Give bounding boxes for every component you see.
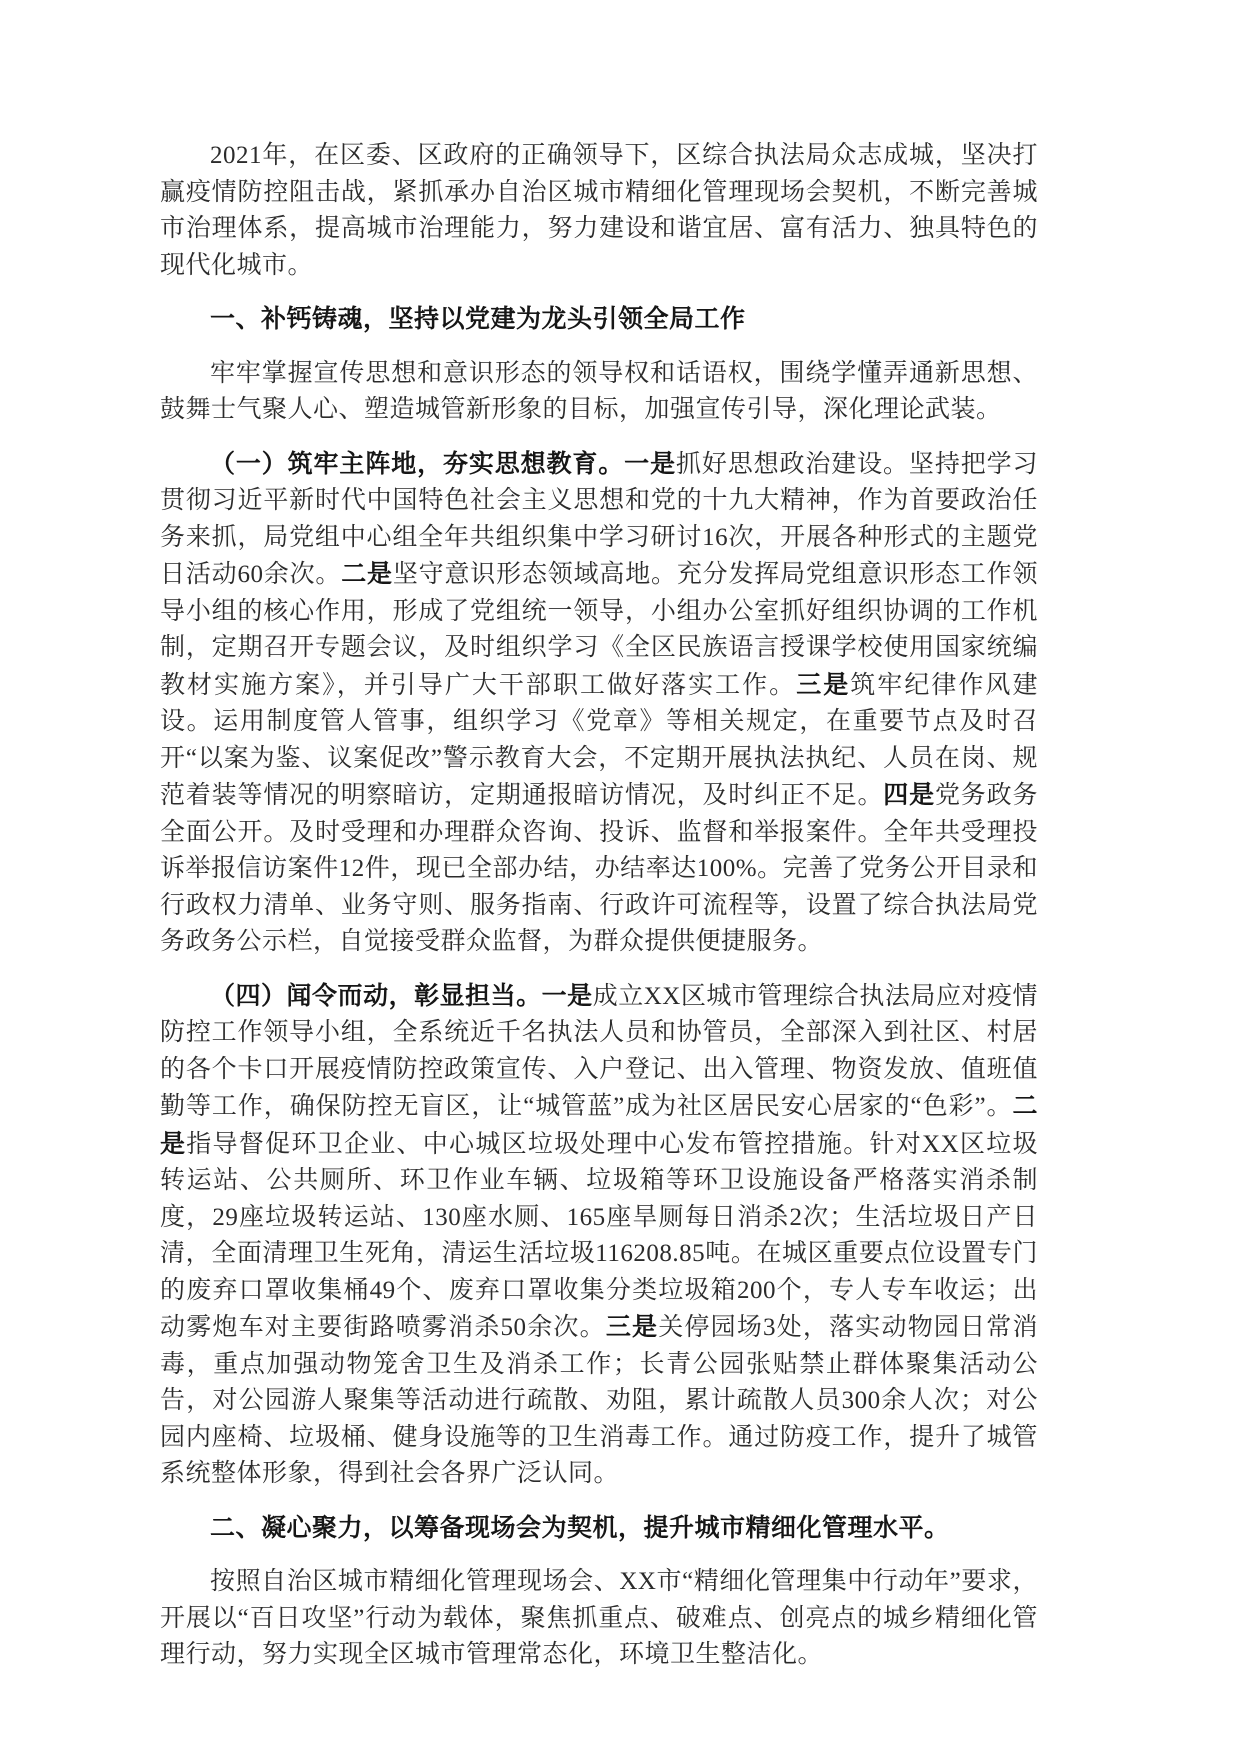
- text-run: 2021年，在区委、区政府的正确领导下，区综合执法局众志成城，坚决打赢疫情防控阻击战，紧抓承办自治区城市精细化管理现场会契机，不断完善城市治理体系，提高城市治理能力，努力建设和谐宜居、富有活力、独具特色的现代化城市。: [160, 142, 1038, 279]
- bold-run: （一）筑牢主阵地，夯实思想教育。一是: [210, 449, 676, 478]
- bold-run: 三是: [796, 670, 851, 699]
- bold-run: 一、补钙铸魂，坚持以党建为龙头引领全局工作: [210, 305, 746, 333]
- section-heading: [160, 301, 1038, 338]
- paragraph: [160, 446, 1038, 961]
- bold-run: 四是: [883, 781, 935, 809]
- text-run: 党务政务全面公开。及时受理和办理群众咨询、投诉、监督和举报案件。全年共受理投诉举报信访案件12件，现已全部办结，办结率达100%。完善了党务公开目录和行政权力清单、业务守则、服务指南、行政许可流程等，设置了综合执法局党务政务公示栏，自觉接受群众监督，为群众提供便捷服务。: [160, 782, 1038, 955]
- text-run: 按照自治区城市精细化管理现场会、XX市“精细化管理集中行动年”要求，开展以“百日攻坚”行动为载体，聚焦抓重点、破难点、创亮点的城乡精细化管理行动，努力实现全区城市管理常态化，环境卫生整洁化。: [160, 1568, 1038, 1668]
- paragraph: [160, 1564, 1038, 1674]
- paragraph: [160, 356, 1038, 429]
- text-run: 牢牢掌握宣传思想和意识形态的领导权和话语权，围绕学懂弄通新思想、鼓舞士气聚人心、塑造城管新形象的目标，加强宣传引导，深化理论武装。: [160, 359, 1038, 423]
- bold-run: 二、凝心聚力，以筹备现场会为契机，提升城市精细化管理水平。: [210, 1513, 950, 1542]
- document-body: [160, 138, 1038, 1691]
- paragraph: [160, 138, 1038, 284]
- text-run: 成立XX区城市管理综合执法局应对疫情防控工作领导小组，全系统近千名执法人员和协管员，全部深入到社区、村居的各个卡口开展疫情防控政策宣传、入户登记、出入管理、物资发放、值班值勤等工作，确保防控无盲区，让“城管蓝”成为社区居民安心居家的“色彩”。: [160, 982, 1038, 1120]
- text-run: 指导督促环卫企业、中心城区垃圾处理中心发布管控措施。针对XX区垃圾转运站、公共厕所、环卫作业车辆、垃圾箱等环卫设施设备严格落实消杀制度，29座垃圾转运站、130座水厕、165座旱厕每日消杀2次；生活垃圾日产日清，全面清理卫生死角，清运生活垃圾116208.85吨。在城区重要点位设置专门的废弃口罩收集桶49个、废弃口罩收集分类垃圾箱200个，专人专车收运；出动雾炮车对主要街路喷雾消杀50余次。: [160, 1130, 1038, 1341]
- bold-run: （四）闻令而动，彰显担当。一是: [210, 981, 593, 1010]
- bold-run: 二是: [341, 560, 393, 588]
- paragraph: [160, 978, 1038, 1493]
- text-run: 关停园场3处，落实动物园日常消毒，重点加强动物笼舍卫生及消杀工作；长青公园张贴禁止群体聚集活动公告，对公园游人聚集等活动进行疏散、劝阻，累计疏散人员300余人次；对公园内座椅、垃圾桶、健身设施等的卫生消毒工作。通过防疫工作，提升了城管系统整体形象，得到社会各界广泛认同。: [160, 1314, 1038, 1487]
- bold-run: 三是: [605, 1313, 659, 1341]
- text-run: 坚守意识形态领域高地。充分发挥局党组意识形态工作领导小组的核心作用，形成了党组统一领导，小组办公室抓好组织协调的工作机制，定期召开专题会议，及时组织学习《全区民族语言授课学校使用国家统编教材实施方案》，并引导广大干部职工做好落实工作。: [160, 561, 1038, 699]
- bold-run: 二是: [160, 1092, 1038, 1158]
- section-heading: [160, 1510, 1038, 1547]
- text-run: 抓好思想政治建设。坚持把学习贯彻习近平新时代中国特色社会主义思想和党的十九大精神，作为首要政治任务来抓，局党组中心组全年共组织集中学习研讨16次，开展各种形式的主题党日活动60余次。: [160, 450, 1038, 588]
- text-run: 筑牢纪律作风建设。运用制度管人管事，组织学习《党章》等相关规定，在重要节点及时召开“以案为鉴、议案促改”警示教育大会，不定期开展执法执纪、人员在岗、规范着装等情况的明察暗访，定期通报暗访情况，及时纠正不足。: [160, 671, 1038, 809]
